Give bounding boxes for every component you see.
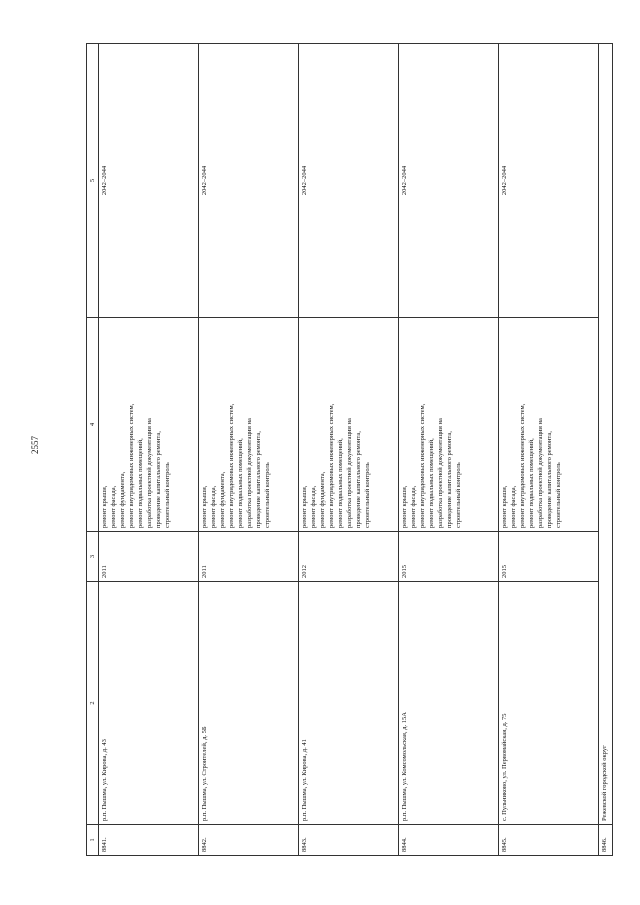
row-term: 2042–2044 <box>199 44 299 318</box>
work-item: ремонт внутридомовых инженерных систем, <box>519 403 526 528</box>
work-item: разработка проектной документации на <box>537 418 544 528</box>
work-item: строительный контроль <box>264 462 271 528</box>
header-col-2: 2 <box>87 582 99 825</box>
row-address: р.п. Пышма, ул. Кирова, д. 43 <box>99 582 199 825</box>
work-item: строительный контроль <box>455 462 462 528</box>
header-col-1: 1 <box>87 825 99 856</box>
work-item: ремонт крыши, <box>501 485 508 528</box>
row-year: 2012 <box>299 532 399 582</box>
work-item: ремонт подвальных помещений, <box>237 438 244 528</box>
work-item: разработка проектной документации на <box>146 418 153 528</box>
work-item: ремонт крыши, <box>201 485 208 528</box>
row-address: р.п. Пышма, ул. Комсомольская, д. 15А <box>399 582 499 825</box>
work-item: ремонт фундамента, <box>219 471 226 528</box>
work-item: разработка проектной документации на <box>437 418 444 528</box>
row-year: 2015 <box>499 532 599 582</box>
row-number: 8844. <box>399 825 499 856</box>
work-item: проведение капитального ремонта, <box>255 431 262 528</box>
header-col-4: 4 <box>87 318 99 532</box>
work-item: строительный контроль <box>164 462 171 528</box>
work-item: ремонт фасада, <box>410 485 417 528</box>
row-works <box>399 318 499 532</box>
section-row <box>599 44 613 856</box>
work-item: разработка проектной документации на <box>246 418 253 528</box>
row-address: р.п. Пышма, ул. Строителей, д. 5Б <box>199 582 299 825</box>
work-item: ремонт крыши, <box>101 485 108 528</box>
row-works <box>199 318 299 532</box>
row-term: 2042–2044 <box>399 44 499 318</box>
work-item: ремонт фасада, <box>110 485 117 528</box>
row-year: 2011 <box>99 532 199 582</box>
work-item: ремонт крыши, <box>401 485 408 528</box>
row-number: 8845. <box>499 825 599 856</box>
table-header-row <box>87 44 99 856</box>
work-item: ремонт фундамента, <box>319 471 326 528</box>
work-item: ремонт подвальных помещений, <box>528 438 535 528</box>
row-address: с. Пульниково, ул. Первомайская, д. 75 <box>499 582 599 825</box>
row-term: 2042–2044 <box>499 44 599 318</box>
work-item: проведение капитального ремонта, <box>546 431 553 528</box>
table-row <box>499 44 599 856</box>
table-row <box>399 44 499 856</box>
row-number: 8843. <box>299 825 399 856</box>
header-col-5: 5 <box>87 44 99 318</box>
table-row <box>199 44 299 856</box>
row-number: 8841. <box>99 825 199 856</box>
work-item: ремонт фасада, <box>510 485 517 528</box>
work-item: проведение капитального ремонта, <box>446 431 453 528</box>
work-item: ремонт фасада, <box>210 485 217 528</box>
work-item: проведение капитального ремонта, <box>355 431 362 528</box>
page-number: 2557 <box>30 436 40 454</box>
row-year: 2011 <box>199 532 299 582</box>
work-item: ремонт внутридомовых инженерных систем, <box>128 403 135 528</box>
rotated-table-container <box>86 79 608 856</box>
row-address: р.п. Пышма, ул. Кирова, д. 41 <box>299 582 399 825</box>
work-item: ремонт крыши, <box>301 485 308 528</box>
work-item: ремонт внутридомовых инженерных систем, <box>228 403 235 528</box>
table-row <box>99 44 199 856</box>
row-works <box>499 318 599 532</box>
work-item: ремонт подвальных помещений, <box>337 438 344 528</box>
work-item: строительный контроль <box>364 462 371 528</box>
table-row <box>299 44 399 856</box>
repair-schedule-table <box>86 43 613 856</box>
work-item: ремонт внутридомовых инженерных систем, <box>419 403 426 528</box>
section-title: Режевской городской округ <box>599 44 613 825</box>
row-works <box>299 318 399 532</box>
row-term: 2042–2044 <box>99 44 199 318</box>
work-item: строительный контроль <box>555 462 562 528</box>
work-item: ремонт подвальных помещений, <box>428 438 435 528</box>
row-number: 8842. <box>199 825 299 856</box>
work-item: ремонт фундамента, <box>119 471 126 528</box>
work-item: ремонт фасада, <box>310 485 317 528</box>
header-col-3: 3 <box>87 532 99 582</box>
work-item: ремонт подвальных помещений, <box>137 438 144 528</box>
work-item: проведение капитального ремонта, <box>155 431 162 528</box>
work-item: ремонт внутридомовых инженерных систем, <box>328 403 335 528</box>
work-item: разработка проектной документации на <box>346 418 353 528</box>
section-number: 8846. <box>599 825 613 856</box>
row-year: 2015 <box>399 532 499 582</box>
row-works <box>99 318 199 532</box>
row-term: 2042–2044 <box>299 44 399 318</box>
